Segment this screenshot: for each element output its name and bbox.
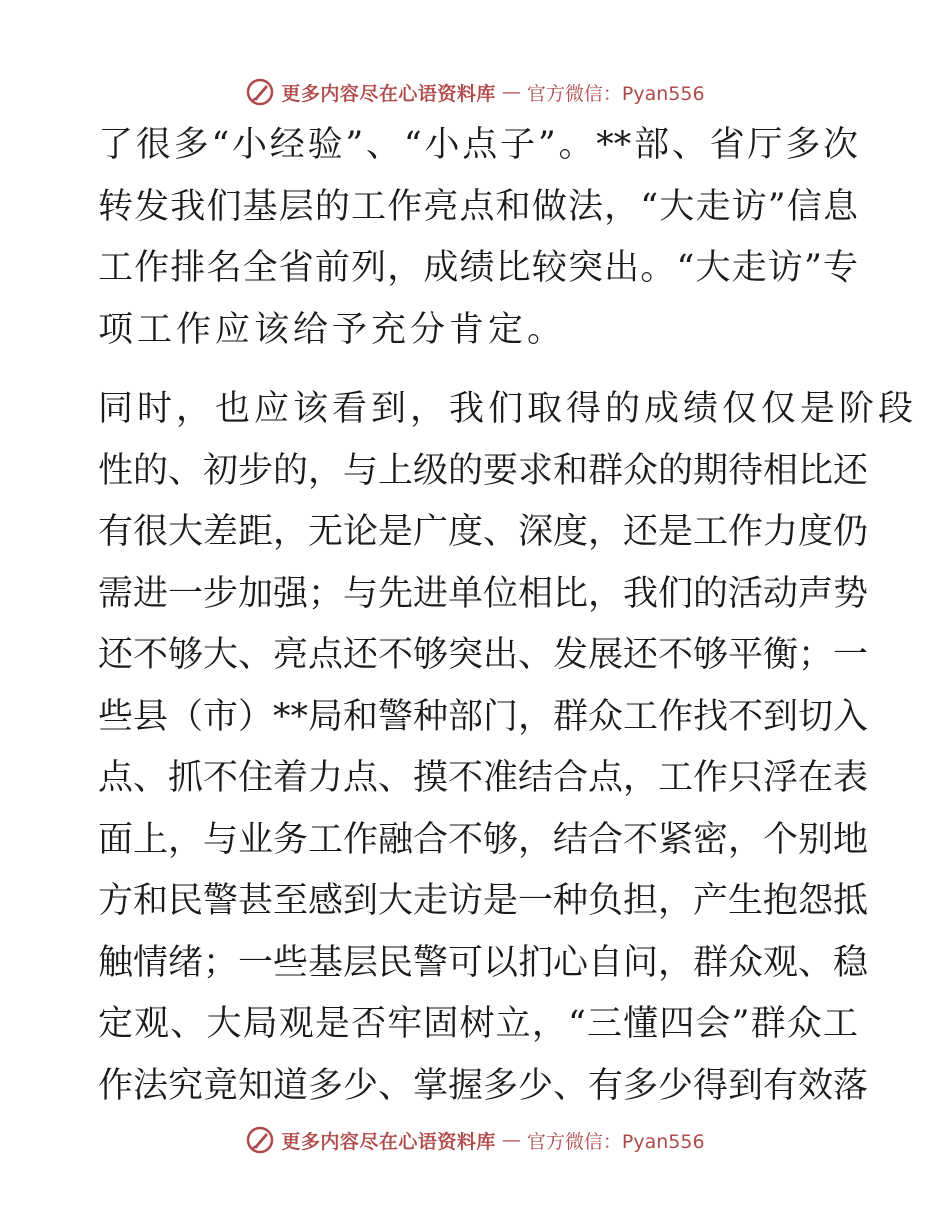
text-line: 性的、初步的，与上级的要求和群众的期待相比还 <box>98 450 869 491</box>
banner-wechat: 官方微信：Pyan556 <box>526 1130 705 1153</box>
text-line: 了很多“小经验”、“小点子”。**部、省厅多次 <box>98 125 858 165</box>
text-line: 些县（市）**局和警种部门，群众工作找不到切入 <box>98 696 869 737</box>
document-body <box>98 115 918 1117</box>
quill-logo-icon <box>245 1125 275 1155</box>
banner-wechat: 官方微信：Pyan556 <box>526 82 705 105</box>
banner-title: 更多内容尽在心语资料库 <box>281 82 496 105</box>
text-line: 方和民警甚至感到大走访是一种负担，产生抱怨抵 <box>98 881 869 921</box>
text-line: 作法究竟知道多少、掌握多少、有多少得到有效落 <box>98 1065 869 1106</box>
paragraph-2 <box>98 379 918 1117</box>
text-line: 项工作应该给予充分肯定。 <box>98 309 567 350</box>
banner-dash: — <box>501 1129 521 1151</box>
quill-logo-icon <box>245 77 275 107</box>
text-line: 同时，也应该看到，我们取得的成绩仅仅是阶段 <box>98 389 918 429</box>
text-line: 还不够大、亮点还不够突出、发展还不够平衡；一 <box>98 635 869 675</box>
paragraph-1 <box>98 115 858 361</box>
text-line: 有很大差距，无论是广度、深度，还是工作力度仍 <box>98 512 869 552</box>
banner-dash: — <box>501 81 521 103</box>
footer-banner <box>0 1120 950 1160</box>
text-line: 面上，与业务工作融合不够，结合不紧密，个别地 <box>98 819 869 860</box>
text-line: 触情绪；一些基层民警可以扪心自问，群众观、稳 <box>98 942 869 983</box>
header-banner <box>0 72 950 112</box>
text-line: 定观、大局观是否牢固树立，“三懂四会”群众工 <box>98 1004 858 1044</box>
text-line: 工作排名全省前列，成绩比较突出。“大走访”专 <box>98 248 858 288</box>
text-line: 转发我们基层的工作亮点和做法，“大走访”信息 <box>98 186 858 227</box>
text-line: 点、抓不住着力点、摸不准结合点，工作只浮在表 <box>98 758 869 798</box>
banner-title: 更多内容尽在心语资料库 <box>281 1130 496 1153</box>
text-line: 需进一步加强；与先进单位相比，我们的活动声势 <box>98 573 869 614</box>
